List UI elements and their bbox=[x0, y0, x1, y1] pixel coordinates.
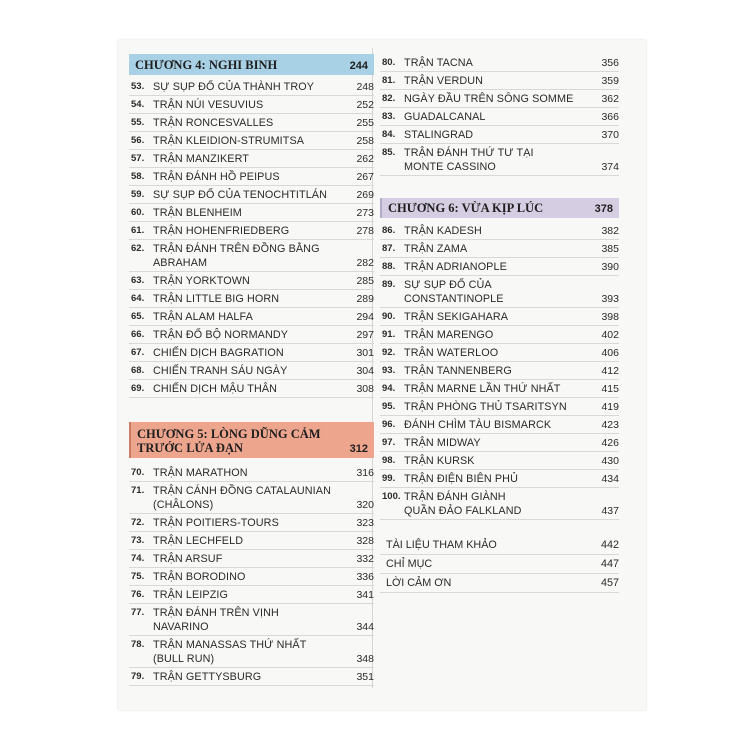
toc-entry bbox=[380, 470, 619, 488]
entry-title bbox=[153, 638, 348, 666]
chapter-title: CHƯƠNG 6: VỪA KỊP LÚC bbox=[388, 201, 544, 215]
back-matter-entry bbox=[380, 536, 619, 555]
chapter-title: CHƯƠNG 4: NGHI BINH bbox=[135, 58, 278, 72]
toc-entry bbox=[129, 604, 374, 636]
toc-left-column bbox=[129, 54, 374, 686]
toc-entry bbox=[380, 258, 619, 276]
entry-number: 69. bbox=[131, 383, 145, 394]
toc-entry bbox=[380, 326, 619, 344]
toc-entry bbox=[380, 398, 619, 416]
chapter-title-line1: CHƯƠNG 5: LÒNG DŨNG CẢM bbox=[137, 427, 321, 441]
entry-title bbox=[404, 490, 593, 518]
entry-title-line1: TRẬN POITIERS-TOURS bbox=[153, 517, 279, 529]
entry-page: 320 bbox=[356, 499, 374, 511]
entry-number: 72. bbox=[131, 517, 145, 528]
entry-title bbox=[153, 188, 348, 202]
toc-entry bbox=[380, 72, 619, 90]
toc-entry bbox=[129, 96, 374, 114]
entry-title bbox=[404, 328, 593, 342]
entry-page: 248 bbox=[356, 81, 374, 93]
toc-entry bbox=[380, 344, 619, 362]
entry-number: 85. bbox=[382, 147, 396, 158]
toc-entry bbox=[129, 586, 374, 604]
entry-number: 100. bbox=[382, 491, 401, 502]
chapter-4-entries bbox=[129, 78, 374, 398]
entry-title-line1: TRẬN LEIPZIG bbox=[153, 589, 228, 601]
entry-title-line1: TRẬN VERDUN bbox=[404, 75, 484, 87]
entry-number: 95. bbox=[382, 401, 396, 412]
toc-entry bbox=[380, 416, 619, 434]
toc-entry bbox=[129, 132, 374, 150]
entry-number: 74. bbox=[131, 553, 145, 564]
chapter-page: 244 bbox=[349, 60, 368, 72]
entry-number: 55. bbox=[131, 117, 145, 128]
entry-number: 79. bbox=[131, 671, 145, 682]
entry-page: 301 bbox=[356, 347, 374, 359]
entry-number: 90. bbox=[382, 311, 396, 322]
entry-title-line1: TRẬN KURSK bbox=[404, 455, 475, 467]
entry-page: 426 bbox=[601, 437, 619, 449]
back-matter-page: 442 bbox=[600, 539, 619, 551]
entry-title-line1: TRẬN LECHFELD bbox=[153, 535, 244, 547]
entry-page: 390 bbox=[601, 261, 619, 273]
entry-title bbox=[404, 364, 593, 378]
entry-title-line1: TRẬN KLEIDION-STRUMITSA bbox=[153, 135, 305, 147]
entry-page: 294 bbox=[356, 311, 374, 323]
entry-page: 430 bbox=[601, 455, 619, 467]
toc-entry bbox=[129, 222, 374, 240]
entry-page: 328 bbox=[356, 535, 374, 547]
entry-title bbox=[404, 310, 593, 324]
toc-entry bbox=[129, 668, 374, 686]
back-matter-title: TÀI LIỆU THAM KHẢO bbox=[386, 539, 497, 551]
toc-entry bbox=[129, 326, 374, 344]
entry-title bbox=[153, 242, 348, 270]
entry-page: 255 bbox=[356, 117, 374, 129]
back-matter-title: CHỈ MỤC bbox=[386, 558, 433, 570]
chapter-page: 312 bbox=[349, 443, 368, 455]
entry-page: 297 bbox=[356, 329, 374, 341]
entry-page: 348 bbox=[356, 653, 374, 665]
entry-page: 262 bbox=[356, 153, 374, 165]
entry-title bbox=[153, 116, 348, 130]
entry-page: 402 bbox=[601, 329, 619, 341]
toc-entry bbox=[129, 272, 374, 290]
entry-title bbox=[153, 170, 348, 184]
back-matter-page: 457 bbox=[600, 577, 619, 589]
entry-number: 76. bbox=[131, 589, 145, 600]
entry-title bbox=[153, 466, 348, 480]
chapter-6-header bbox=[380, 198, 619, 218]
entry-title bbox=[153, 606, 348, 634]
entry-number: 56. bbox=[131, 135, 145, 146]
entry-number: 80. bbox=[382, 57, 396, 68]
entry-page: 393 bbox=[601, 293, 619, 305]
entry-title-line1: TRẬN BORODINO bbox=[153, 571, 246, 583]
entry-page: 304 bbox=[356, 365, 374, 377]
entry-title bbox=[153, 152, 348, 166]
entry-page: 323 bbox=[356, 517, 374, 529]
toc-right-column bbox=[380, 54, 619, 593]
entry-number: 62. bbox=[131, 243, 145, 254]
entry-title-line1: TRẬN PHÒNG THỦ TSARITSYN bbox=[404, 401, 567, 413]
entry-number: 99. bbox=[382, 473, 396, 484]
entry-number: 96. bbox=[382, 419, 396, 430]
entry-title-line2: QUẦN ĐẢO FALKLAND bbox=[404, 505, 522, 517]
entry-title-line2: NAVARINO bbox=[153, 621, 209, 633]
entry-title bbox=[404, 92, 593, 106]
entry-title-line2: (BULL RUN) bbox=[153, 653, 215, 665]
entry-title-line1: STALINGRAD bbox=[404, 129, 474, 141]
entry-title-line1: TRẬN ĐIỆN BIÊN PHỦ bbox=[404, 473, 518, 485]
entry-number: 94. bbox=[382, 383, 396, 394]
entry-title bbox=[153, 484, 348, 512]
entry-page: 406 bbox=[601, 347, 619, 359]
entry-page: 269 bbox=[356, 189, 374, 201]
entry-number: 83. bbox=[382, 111, 396, 122]
entry-title-line1: TRẬN HOHENFRIEDBERG bbox=[153, 225, 290, 237]
entry-title bbox=[153, 534, 348, 548]
entry-title-line1: SỰ SỤP ĐỔ CỦA TENOCHTITLÁN bbox=[153, 189, 328, 201]
toc-entry bbox=[129, 204, 374, 222]
entry-page: 308 bbox=[356, 383, 374, 395]
entry-title bbox=[153, 80, 348, 94]
entry-title bbox=[404, 146, 593, 174]
entry-page: 385 bbox=[601, 243, 619, 255]
entry-page: 434 bbox=[601, 473, 619, 485]
entry-title-line1: TRẬN ALAM HALFA bbox=[153, 311, 253, 323]
entry-title-line1: TRẬN ĐÁNH HỒ PEIPUS bbox=[153, 171, 280, 183]
toc-entry bbox=[129, 114, 374, 132]
entry-number: 89. bbox=[382, 279, 396, 290]
toc-entry bbox=[380, 276, 619, 308]
entry-page: 289 bbox=[356, 293, 374, 305]
back-matter-entry bbox=[380, 574, 619, 593]
entry-number: 88. bbox=[382, 261, 396, 272]
toc-entry bbox=[380, 380, 619, 398]
entry-page: 351 bbox=[356, 671, 374, 683]
toc-entry bbox=[129, 78, 374, 96]
entry-title-line1: TRẬN BLENHEIM bbox=[153, 207, 242, 219]
entry-title-line1: TRẬN ADRIANOPLE bbox=[404, 261, 507, 273]
entry-title bbox=[153, 310, 348, 324]
toc-entry bbox=[129, 362, 374, 380]
entry-title bbox=[404, 242, 593, 256]
toc-entry bbox=[129, 482, 374, 514]
entry-title-line1: CHIẾN DỊCH BAGRATION bbox=[153, 347, 284, 359]
entry-title-line1: TRẬN WATERLOO bbox=[404, 347, 499, 359]
toc-entry bbox=[129, 514, 374, 532]
entry-title bbox=[404, 418, 593, 432]
entry-page: 258 bbox=[356, 135, 374, 147]
entry-title-line1: TRẬN MARENGO bbox=[404, 329, 494, 341]
entry-number: 91. bbox=[382, 329, 396, 340]
entry-number: 81. bbox=[382, 75, 396, 86]
entry-page: 366 bbox=[601, 111, 619, 123]
entry-title bbox=[153, 570, 348, 584]
entry-number: 82. bbox=[382, 93, 396, 104]
entry-title bbox=[153, 98, 348, 112]
entry-page: 419 bbox=[601, 401, 619, 413]
entry-title-line1: GUADALCANAL bbox=[404, 111, 486, 123]
toc-entry bbox=[129, 380, 374, 398]
entry-number: 92. bbox=[382, 347, 396, 358]
entry-title bbox=[404, 436, 593, 450]
entry-number: 86. bbox=[382, 225, 396, 236]
entry-title bbox=[153, 588, 348, 602]
entry-number: 65. bbox=[131, 311, 145, 322]
entry-number: 75. bbox=[131, 571, 145, 582]
entry-title-line1: TRẬN TACNA bbox=[404, 57, 473, 69]
toc-entry bbox=[380, 54, 619, 72]
chapter-6-entries bbox=[380, 222, 619, 520]
entry-title-line1: TRẬN MANZIKERT bbox=[153, 153, 249, 165]
back-matter-entry bbox=[380, 555, 619, 574]
toc-entry bbox=[129, 344, 374, 362]
entry-page: 278 bbox=[356, 225, 374, 237]
entry-title-line2: CONSTANTINOPLE bbox=[404, 293, 504, 305]
toc-entry bbox=[129, 240, 374, 272]
entry-title-line2: MONTE CASSINO bbox=[404, 161, 496, 173]
chapter-title-line2: TRƯỚC LỬA ĐẠN bbox=[137, 441, 244, 455]
toc-entry bbox=[380, 126, 619, 144]
entry-title bbox=[404, 128, 593, 142]
entry-title-line2: (CHÂLONS) bbox=[153, 499, 214, 511]
entry-page: 273 bbox=[356, 207, 374, 219]
entry-title-line1: TRẬN LITTLE BIG HORN bbox=[153, 293, 280, 305]
entry-page: 382 bbox=[601, 225, 619, 237]
entry-title-line1: TRẬN MARNE LẦN THỨ NHẤT bbox=[404, 383, 561, 395]
entry-title bbox=[404, 382, 593, 396]
entry-title bbox=[404, 110, 593, 124]
entry-title bbox=[153, 274, 348, 288]
toc-entry bbox=[380, 222, 619, 240]
entry-page: 437 bbox=[601, 505, 619, 517]
entry-title-line1: TRẬN MIDWAY bbox=[404, 437, 481, 449]
entry-title-line1: TRẬN ĐÁNH TRÊN VỊNH bbox=[153, 607, 279, 619]
toc-entry bbox=[380, 144, 619, 176]
entry-title-line1: TRẬN KADESH bbox=[404, 225, 482, 237]
entry-title bbox=[153, 346, 348, 360]
toc-entry bbox=[129, 636, 374, 668]
entry-page: 356 bbox=[601, 57, 619, 69]
entry-page: 370 bbox=[601, 129, 619, 141]
entry-title bbox=[404, 224, 593, 238]
entry-page: 267 bbox=[356, 171, 374, 183]
toc-entry bbox=[129, 532, 374, 550]
entry-page: 415 bbox=[601, 383, 619, 395]
entry-title-line1: TRẬN CÁNH ĐỒNG CATALAUNIAN bbox=[153, 485, 331, 497]
entry-number: 87. bbox=[382, 243, 396, 254]
entry-page: 412 bbox=[601, 365, 619, 377]
entry-page: 362 bbox=[601, 93, 619, 105]
entry-number: 77. bbox=[131, 607, 145, 618]
back-matter-page: 447 bbox=[600, 558, 619, 570]
entry-title-line1: TRẬN ĐÁNH GIÀNH bbox=[404, 491, 506, 503]
entry-title-line1: TRẬN ARSUF bbox=[153, 553, 223, 565]
toc-entry bbox=[129, 308, 374, 326]
entry-page: 359 bbox=[601, 75, 619, 87]
toc-entry bbox=[129, 550, 374, 568]
entry-page: 336 bbox=[356, 571, 374, 583]
entry-number: 68. bbox=[131, 365, 145, 376]
entry-number: 61. bbox=[131, 225, 145, 236]
entry-page: 285 bbox=[356, 275, 374, 287]
entry-number: 73. bbox=[131, 535, 145, 546]
entry-number: 54. bbox=[131, 99, 145, 110]
entry-title-line1: TRẬN ZAMA bbox=[404, 243, 468, 255]
entry-page: 374 bbox=[601, 161, 619, 173]
entry-title bbox=[404, 260, 593, 274]
entry-title-line1: TRẬN YORKTOWN bbox=[153, 275, 250, 287]
entry-number: 58. bbox=[131, 171, 145, 182]
entry-number: 63. bbox=[131, 275, 145, 286]
chapter-5-entries bbox=[129, 464, 374, 686]
toc-entry bbox=[380, 308, 619, 326]
entry-title bbox=[153, 134, 348, 148]
chapter-5-header bbox=[129, 422, 374, 458]
toc-entry bbox=[129, 150, 374, 168]
entry-number: 60. bbox=[131, 207, 145, 218]
entry-title bbox=[153, 364, 348, 378]
entry-number: 98. bbox=[382, 455, 396, 466]
entry-title-line1: SỰ SỤP ĐỔ CỦA bbox=[404, 279, 492, 291]
entry-title-line1: TRẬN ĐỔ BỘ NORMANDY bbox=[153, 329, 289, 341]
entry-title bbox=[404, 454, 593, 468]
entry-title bbox=[153, 670, 348, 684]
entry-title-line1: TRẬN TANNENBERG bbox=[404, 365, 512, 377]
entry-number: 93. bbox=[382, 365, 396, 376]
entry-page: 344 bbox=[356, 621, 374, 633]
entry-number: 53. bbox=[131, 81, 145, 92]
toc-entry bbox=[380, 362, 619, 380]
back-matter-title: LỜI CẢM ƠN bbox=[386, 577, 452, 589]
toc-entry bbox=[129, 568, 374, 586]
entry-page: 316 bbox=[356, 467, 374, 479]
entry-number: 70. bbox=[131, 467, 145, 478]
entry-title bbox=[153, 328, 348, 342]
toc-entry bbox=[129, 186, 374, 204]
toc-entry bbox=[129, 168, 374, 186]
entry-title bbox=[404, 472, 593, 486]
back-matter-list bbox=[380, 536, 619, 593]
entry-title-line1: TRẬN GETTYSBURG bbox=[153, 671, 262, 683]
entry-page: 398 bbox=[601, 311, 619, 323]
toc-entry bbox=[380, 90, 619, 108]
entry-number: 78. bbox=[131, 639, 145, 650]
entry-title bbox=[153, 382, 348, 396]
entry-title-line1: SỰ SỤP ĐỔ CỦA THÀNH TROY bbox=[153, 81, 315, 93]
entry-title-line1: ĐÁNH CHÌM TÀU BISMARCK bbox=[404, 419, 552, 431]
entry-title-line2: ABRAHAM bbox=[153, 257, 208, 269]
entry-number: 57. bbox=[131, 153, 145, 164]
entry-number: 66. bbox=[131, 329, 145, 340]
entry-title bbox=[404, 74, 593, 88]
entry-page: 252 bbox=[356, 99, 374, 111]
entry-number: 59. bbox=[131, 189, 145, 200]
chapter-title bbox=[137, 427, 321, 455]
toc-entry bbox=[380, 434, 619, 452]
toc-entry bbox=[129, 290, 374, 308]
entry-title bbox=[153, 206, 348, 220]
entry-title bbox=[404, 56, 593, 70]
chapter-page: 378 bbox=[594, 203, 613, 215]
entry-page: 282 bbox=[356, 257, 374, 269]
entry-page: 332 bbox=[356, 553, 374, 565]
entry-title-line1: CHIẾN TRANH SÁU NGÀY bbox=[153, 365, 288, 377]
toc-entry bbox=[380, 452, 619, 470]
entry-title bbox=[153, 224, 348, 238]
entry-title bbox=[404, 400, 593, 414]
entry-title-line1: TRẬN SEKIGAHARA bbox=[404, 311, 509, 323]
entry-page: 341 bbox=[356, 589, 374, 601]
entry-number: 97. bbox=[382, 437, 396, 448]
entry-title-line1: TRẬN NÚI VESUVIUS bbox=[153, 99, 264, 111]
entry-number: 67. bbox=[131, 347, 145, 358]
toc-entry bbox=[380, 488, 619, 520]
entry-title-line1: NGÀY ĐẦU TRÊN SÔNG SOMME bbox=[404, 93, 574, 105]
chapter-5-continued-entries bbox=[380, 54, 619, 176]
toc-entry bbox=[380, 108, 619, 126]
entry-title bbox=[153, 516, 348, 530]
entry-title-line1: CHIẾN DỊCH MẬU THÂN bbox=[153, 383, 278, 395]
entry-title bbox=[153, 292, 348, 306]
entry-title-line1: TRẬN MANASSAS THỨ NHẤT bbox=[153, 639, 307, 651]
entry-number: 64. bbox=[131, 293, 145, 304]
entry-number: 71. bbox=[131, 485, 145, 496]
entry-title bbox=[153, 552, 348, 566]
entry-title-line1: TRẬN RONCESVALLES bbox=[153, 117, 274, 129]
entry-title-line1: TRẬN ĐÁNH TRÊN ĐỒNG BẰNG bbox=[153, 243, 320, 255]
entry-number: 84. bbox=[382, 129, 396, 140]
entry-title-line1: TRẬN MARATHON bbox=[153, 467, 248, 479]
toc-entry bbox=[129, 464, 374, 482]
entry-title-line1: TRẬN ĐÁNH THỨ TƯ TẠI bbox=[404, 147, 534, 159]
entry-title bbox=[404, 278, 593, 306]
toc-entry bbox=[380, 240, 619, 258]
entry-page: 423 bbox=[601, 419, 619, 431]
entry-title bbox=[404, 346, 593, 360]
chapter-4-header bbox=[129, 54, 374, 75]
